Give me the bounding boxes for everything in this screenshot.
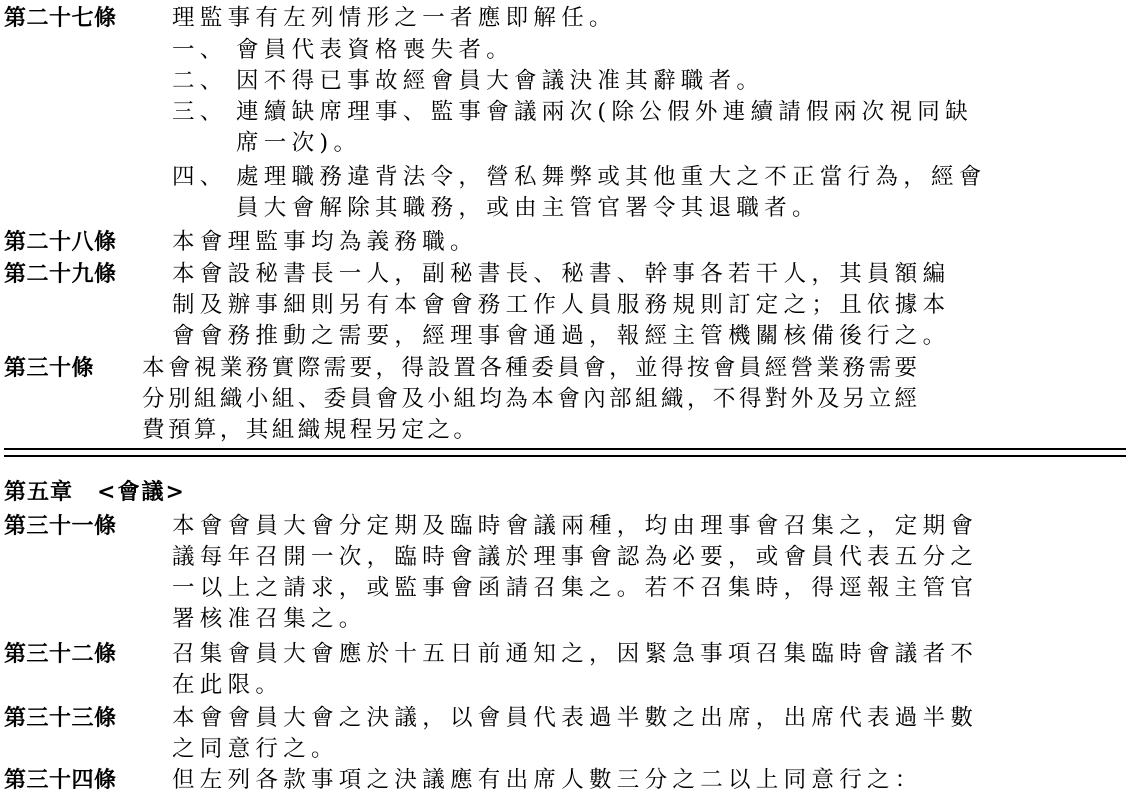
item-text: 處理職務違背法令，營私舞弊或其他重大之不正當行為，經會 bbox=[236, 164, 987, 190]
item-text: 員大會解除其職務，或由主管官署令其退職者。 bbox=[236, 195, 820, 221]
article-text: 本會設秘書長一人，副秘書長、秘書、幹事各若干人，其員額編 bbox=[172, 261, 951, 287]
chapter-heading bbox=[4, 478, 186, 506]
chapter-separator bbox=[4, 448, 1126, 461]
item-label: 四、 bbox=[172, 164, 228, 190]
article-text: 之同意行之。 bbox=[172, 736, 339, 762]
article-number: 第二十八條 bbox=[4, 229, 117, 255]
article-number: 第三十二條 bbox=[4, 641, 117, 667]
article-number: 第三十三條 bbox=[4, 705, 117, 731]
article-text: 本會理監事均為義務職。 bbox=[172, 229, 478, 255]
article-text: 但左列各款事項之決議應有出席人數三分之二以上同意行之： bbox=[172, 767, 923, 793]
article-text: 召集會員大會應於十五日前通知之，因緊急事項召集臨時會議者不 bbox=[172, 641, 979, 667]
article-text: 會會務推動之需要，經理事會通過，報經主管機關核備後行之。 bbox=[172, 323, 951, 349]
item-label: 二、 bbox=[172, 68, 228, 94]
chapter-name: <會議> bbox=[97, 479, 186, 505]
article-number: 第二十九條 bbox=[4, 261, 117, 287]
chapter-title: 第五章 bbox=[4, 479, 74, 505]
item-label: 一、 bbox=[172, 37, 228, 63]
article-number: 第三十一條 bbox=[4, 513, 117, 539]
item-label: 三、 bbox=[172, 99, 228, 125]
article-text: 本會會員大會之決議，以會員代表過半數之出席，出席代表過半數 bbox=[172, 705, 979, 731]
article-text: 署核准召集之。 bbox=[172, 606, 367, 632]
item-text: 席一次)。 bbox=[236, 130, 362, 156]
article-text: 分別組織小組、委員會及小組均為本會內部組織，不得對外及另立經 bbox=[142, 386, 921, 412]
item-text: 會員代表資格喪失者。 bbox=[236, 37, 515, 63]
article-text: 在此限。 bbox=[172, 672, 284, 698]
article-number: 第二十七條 bbox=[4, 5, 117, 31]
article-number: 第三十四條 bbox=[4, 767, 117, 793]
article-text: 本會會員大會分定期及臨時會議兩種，均由理事會召集之，定期會 bbox=[172, 513, 979, 539]
article-text: 理監事有左列情形之一者應即解任。 bbox=[172, 5, 617, 31]
item-text: 連續缺席理事、監事會議兩次(除公假外連續請假兩次視同缺 bbox=[236, 99, 973, 125]
item-text: 因不得已事故經會員大會議決准其辭職者。 bbox=[236, 68, 765, 94]
article-text: 制及辦事細則另有本會會務工作人員服務規則訂定之；且依據本 bbox=[172, 292, 951, 318]
article-number: 第三十條 bbox=[4, 355, 95, 381]
article-text: 費預算，其組織規程另定之。 bbox=[142, 417, 480, 443]
article-text: 本會視業務實際需要，得設置各種委員會，並得按會員經營業務需要 bbox=[142, 355, 921, 381]
article-text: 一以上之請求，或監事會函請召集之。若不召集時，得逕報主管官 bbox=[172, 575, 979, 601]
article-text: 議每年召開一次，臨時會議於理事會認為必要，或會員代表五分之 bbox=[172, 544, 979, 570]
